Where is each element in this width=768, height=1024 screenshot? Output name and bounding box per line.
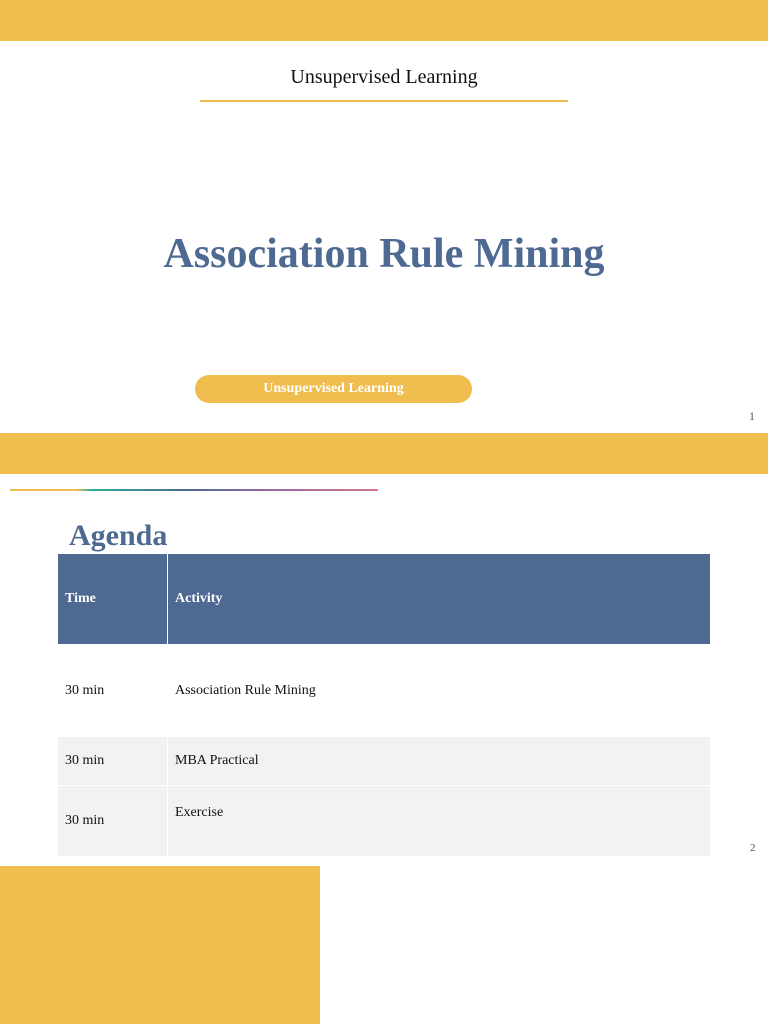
slide1-subtitle: Unsupervised Learning	[290, 66, 478, 88]
slide2-top-banner	[0, 433, 768, 474]
slide3-accent-block	[0, 866, 320, 1024]
slide2-page-number: 2	[750, 842, 756, 854]
agenda-table	[58, 554, 710, 856]
cell-activity: MBA Practical	[175, 753, 259, 768]
cell-time: 30 min	[58, 644, 168, 737]
slide1-section-pill	[195, 375, 472, 403]
agenda-table-header	[58, 554, 710, 644]
slide1-top-banner	[0, 0, 768, 41]
slide1-pill-label: Unsupervised Learning	[263, 381, 404, 396]
cell-time: 30 min	[58, 786, 168, 856]
cell-activity: Association Rule Mining	[175, 682, 316, 698]
cell-activity: Exercise	[175, 805, 224, 820]
table-row	[58, 737, 710, 786]
slide1-title: Association Rule Mining	[163, 231, 605, 277]
slide1-divider	[200, 100, 568, 102]
slide1-page-number: 1	[749, 409, 755, 423]
slide2-gradient-divider	[10, 489, 378, 491]
header-cell-activity: Activity	[175, 591, 223, 606]
table-row	[58, 786, 710, 856]
cell-time: 30 min	[58, 737, 168, 785]
slide2-heading: Agenda	[69, 519, 168, 552]
header-cell-time: Time	[58, 554, 168, 644]
table-row	[58, 644, 710, 737]
